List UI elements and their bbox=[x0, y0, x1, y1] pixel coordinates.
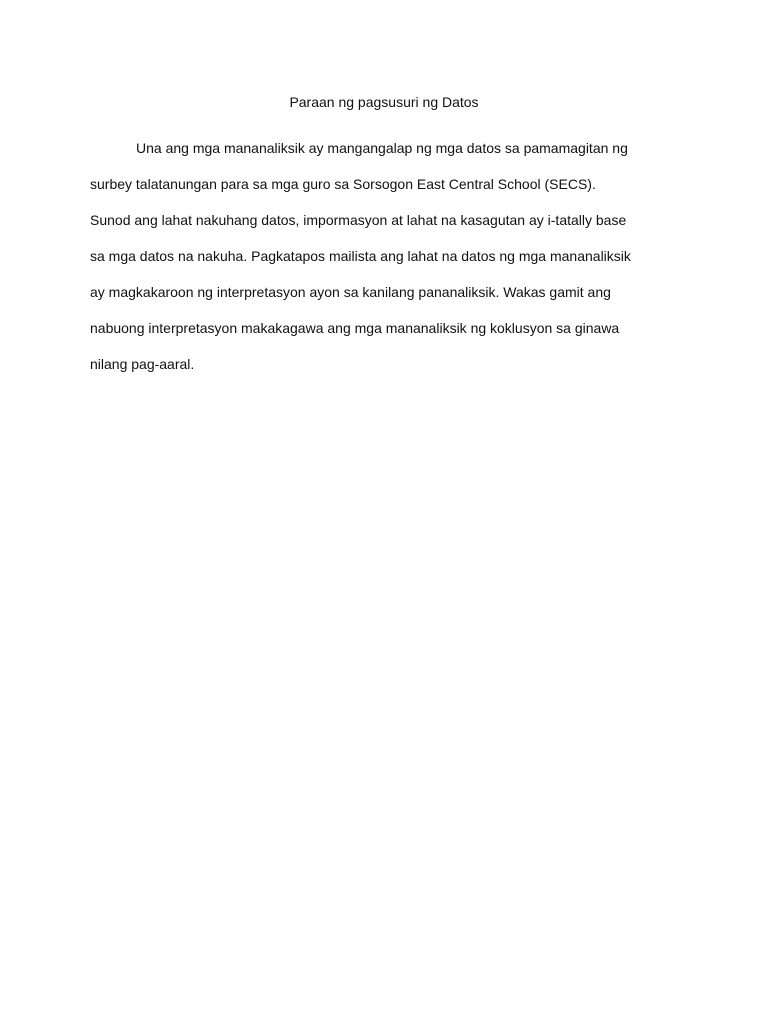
paragraph-line: Una ang mga mananaliksik ay mangangalap ng mga datos sa pamamagitan ng bbox=[136, 140, 628, 156]
paragraph-line: nilang pag-aaral. bbox=[90, 356, 195, 372]
paragraph-line: Sunod ang lahat nakuhang datos, impormasyon at lahat na kasagutan ay i-tatally base bbox=[90, 212, 627, 228]
paragraph bbox=[90, 137, 690, 389]
paragraph-line: nabuong interpretasyon makakagawa ang mga mananaliksik ng koklusyon sa ginawa bbox=[90, 320, 620, 336]
paragraph-line: sa mga datos na nakuha. Pagkatapos mailista ang lahat na datos ng mga mananaliksik bbox=[90, 248, 631, 264]
paragraph-line: surbey talatanungan para sa mga guro sa Sorsogon East Central School (SECS). bbox=[90, 176, 596, 192]
paragraph-line: ay magkakaroon ng interpretasyon ayon sa kanilang pananaliksik. Wakas gamit ang bbox=[90, 284, 611, 300]
document-title: Paraan ng pagsusuri ng Datos bbox=[289, 94, 479, 110]
